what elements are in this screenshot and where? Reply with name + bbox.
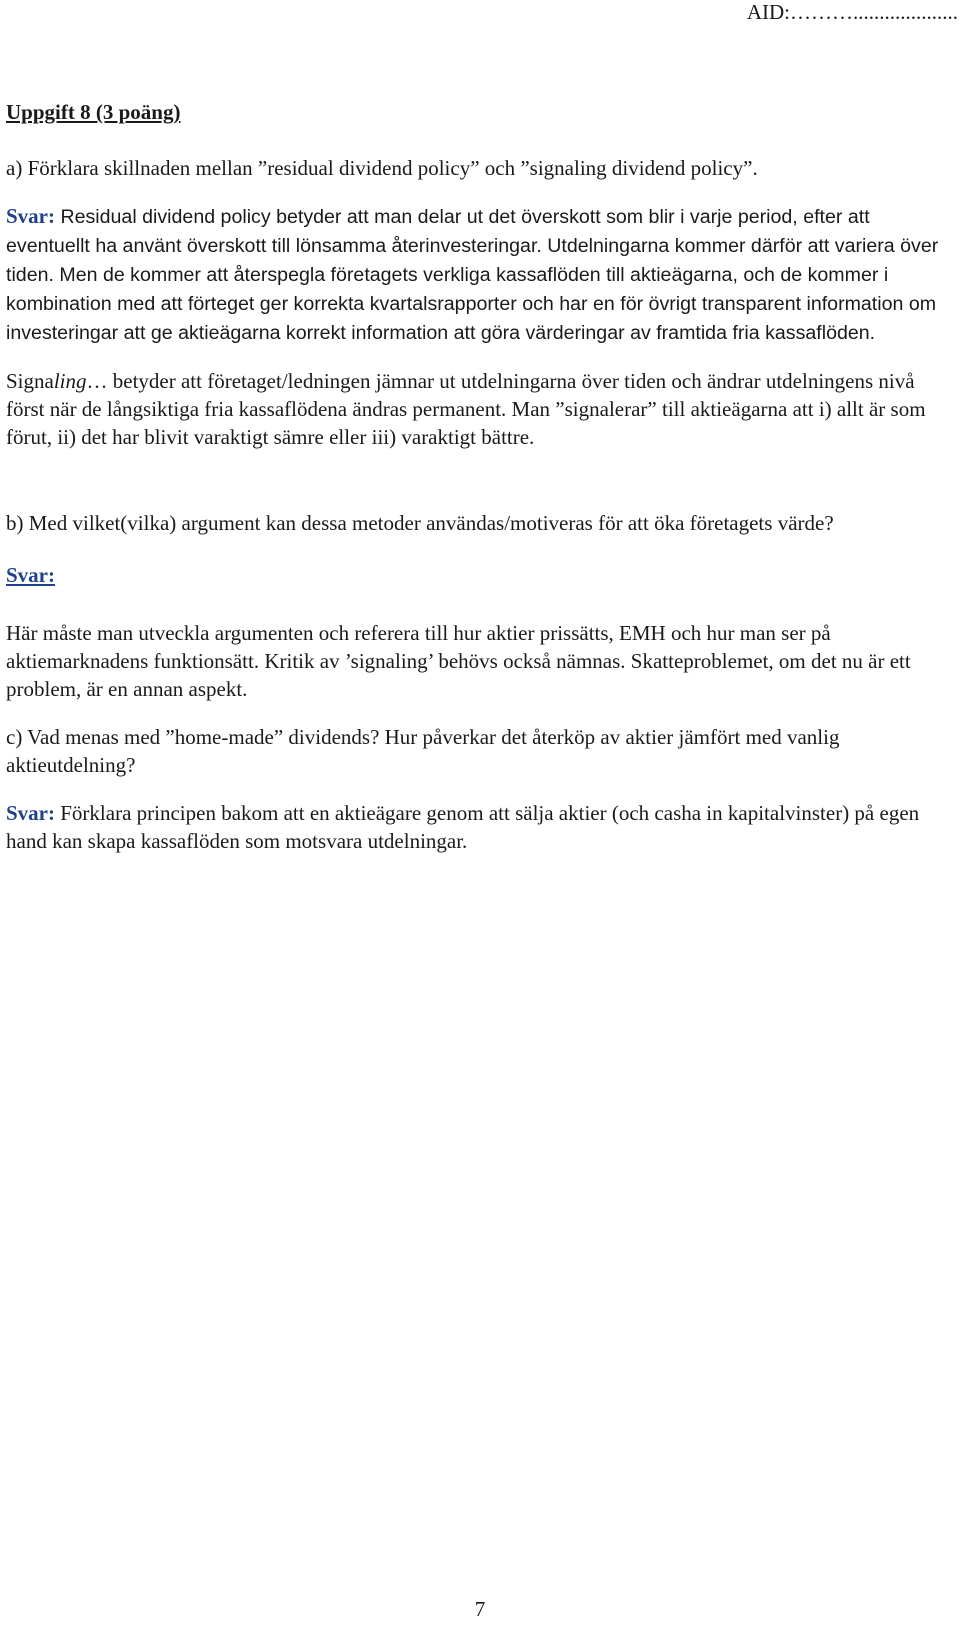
answer-a-label: Svar: [6,204,55,228]
answer-c [6,799,952,855]
signaling-word-italic: ling [53,369,87,393]
aid-header: AID:……….................... [746,0,958,24]
signaling-paragraph [6,367,952,451]
page-number: 7 [474,1597,486,1621]
signaling-ellipsis: … [86,369,108,393]
answer-c-text: Förklara principen bakom att en aktieägare genom att sälja aktier (och casha in kapitalvinster) på egen hand kan skapa kassaflöden som motsvara utdelningar. [6,801,920,853]
signaling-text: betyder att företaget/ledningen jämnar ut utdelningarna över tiden och ändrar utdelningens nivå först när de långsiktiga fria kassaflödena ändras permanent. Man ”signalerar” till aktieägarna att i) allt är som förut, ii) det har blivit varaktigt sämre eller iii) varaktigt bättre. [6,369,926,449]
answer-a-text-serif: Men de kommer att återspegla företagets verkliga kassaflöden till aktieägarna, och de kommer i kombination med att förteget ger korrekta kvartalsrapporter och har en för övrigt transparent information om investeringar att ge aktieägarna korrekt information att göra värderingar av framtida fria kassaflöden. [6,264,937,344]
question-b: b) Med vilket(vilka) argument kan dessa metoder användas/motiveras för att öka företagets värde? [6,511,834,535]
answer-a-text-sans: Residual dividend policy betyder att man delar ut det överskott som blir i varje period, efter att eventuellt ha använt överskott till lönsamma återinvesteringar. Utdelningarna kommer därför att variera över tiden. [6,206,939,286]
answer-b-label-text: Svar: [6,563,55,587]
answer-b: Här måste man utveckla argumenten och referera till hur aktier prissätts, EMH och hur man ser på aktiemarknadens funktionsätt. Kritik av ’signaling’ behövs också nämnas. Skatteproblemet, om det nu är ett problem, är en annan aspekt. [6,621,911,701]
answer-c-label: Svar: [6,801,55,825]
question-a: a) Förklara skillnaden mellan ”residual dividend policy” och ”signaling dividend policy”. [6,156,758,180]
task-title: Uppgift 8 (3 poäng) [6,100,181,124]
document-body [6,98,952,855]
question-c: c) Vad menas med ”home-made” dividends? Hur påverkar det återköp av aktier jämfört med vanlig aktieutdelning? [6,725,840,777]
signaling-word-start: Signa [6,369,54,393]
answer-b-label [6,561,952,589]
answer-a [6,202,952,347]
